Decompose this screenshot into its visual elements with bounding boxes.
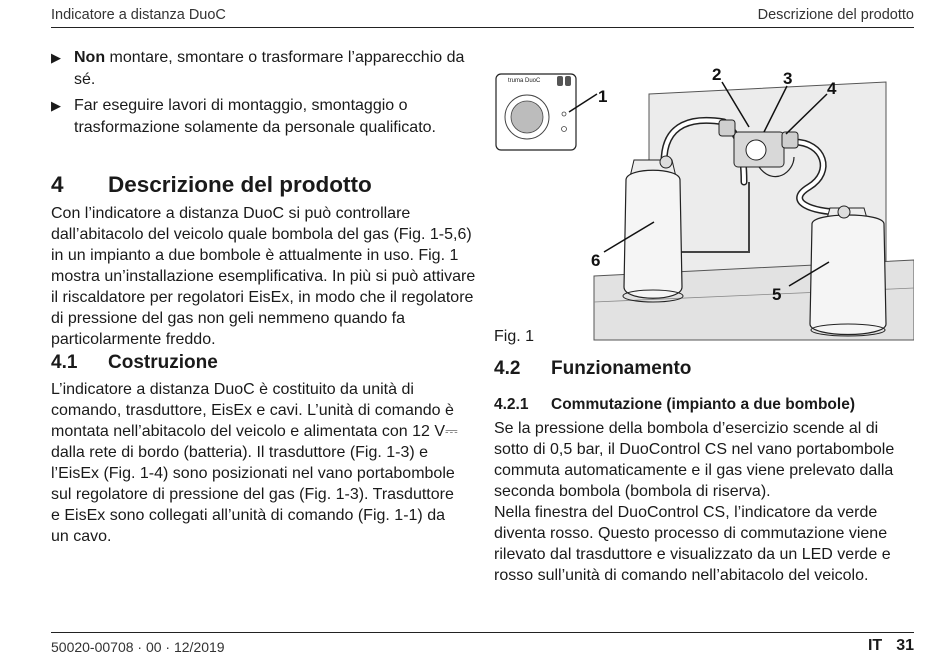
language-code: IT	[867, 637, 883, 654]
callout-4: 4	[827, 79, 837, 98]
section-number: 4.1	[51, 352, 78, 373]
warning-list	[51, 47, 476, 143]
bullet-item	[51, 47, 476, 91]
figure-caption: Fig. 1	[494, 328, 535, 345]
section-title: Commutazione (impianto a due bombole)	[551, 396, 855, 413]
triangle-bullet-icon: ▶	[51, 98, 61, 113]
section-number: 4.2.1	[494, 396, 529, 413]
section-number: 4.2	[494, 358, 521, 379]
callout-2: 2	[712, 65, 722, 84]
document-code: 50020-00708 · 00 · 12/2019	[51, 639, 225, 655]
control-unit-brand: truma DuoC	[508, 78, 541, 84]
page-number: 31	[896, 637, 914, 654]
section-4-2-1-heading	[494, 396, 855, 414]
section-4-2-heading	[494, 358, 691, 380]
figure-1-illustration	[494, 62, 914, 342]
triangle-bullet-icon: ▶	[51, 50, 61, 65]
running-header-left: Indicatore a distanza DuoC	[51, 7, 226, 23]
paragraph: Nella finestra del DuoControl CS, l’indicatore da verde diventa rosso. Questo processo di commutazione viene rilevato dal trasduttore e visualizzato da un LED verde e rosso sull’unità di comando nell’abitacolo del veicolo.	[494, 504, 891, 584]
callout-6: 6	[591, 251, 601, 270]
callout-3: 3	[783, 69, 793, 88]
bullet-bold: Non	[74, 49, 106, 66]
page-footer-right	[854, 637, 914, 655]
bullet-item	[51, 95, 476, 139]
gas-bottle-right	[810, 206, 886, 336]
section-4-heading	[51, 172, 372, 198]
paragraph: Se la pressione della bombola d’esercizio scende al di sotto di 0,5 bar, il DuoControl CS nel vano portabombole commuta automaticamente e il gas viene prelevato dalla seconda bombola (bombola di riserva).	[494, 420, 895, 500]
section-title: Descrizione del prodotto	[108, 172, 372, 197]
section-title: Funzionamento	[551, 358, 692, 379]
running-header-right: Descrizione del prodotto	[757, 7, 914, 23]
section-4-2-1-body	[494, 418, 914, 586]
bullet-text: Far eseguire lavori di montaggio, smontaggio o trasformazione solamente da personale qualificato.	[74, 97, 436, 136]
section-4-1-heading	[51, 352, 218, 374]
control-unit	[496, 74, 576, 150]
footer-rule	[51, 632, 914, 633]
callout-1: 1	[598, 87, 608, 106]
callout-5: 5	[772, 285, 782, 304]
bullet-text: montare, smontare o trasformare l’apparecchio da sé.	[74, 49, 465, 88]
section-4-1-body: L’indicatore a distanza DuoC è costituito da unità di comando, trasduttore, EisEx e cavi. L’unità di comando è montata nell’abitacolo del veicolo e alimentata con 12 V⎓ dalla rete di bordo (batteria). Il trasduttore (Fig. 1-3) e l’EisEx (Fig. 1-4) sono posizionati nel vano portabombole sul regolatore di pressione del gas (Fig. 1-3). Trasduttore e EisEx sono collegati all’unità di comando (Fig. 1-1) da un cavo.	[51, 381, 458, 545]
gas-bottle-left	[623, 156, 683, 302]
section-4-body: Con l’indicatore a distanza DuoC si può controllare dall’abitacolo del veicolo quale bombola del gas (Fig. 1-5,6) in un impianto a due bombole è attualmente in uso. Fig. 1 mostra un’installazione esemplificativa. In più si può attivare il riscaldatore per regolatori EisEx, in modo che il regolatore di pressione del gas non geli nemmeno quando fa particolarmente freddo.	[51, 205, 476, 348]
section-title: Costruzione	[108, 352, 218, 373]
section-number: 4	[51, 172, 64, 197]
header-rule	[51, 27, 914, 28]
